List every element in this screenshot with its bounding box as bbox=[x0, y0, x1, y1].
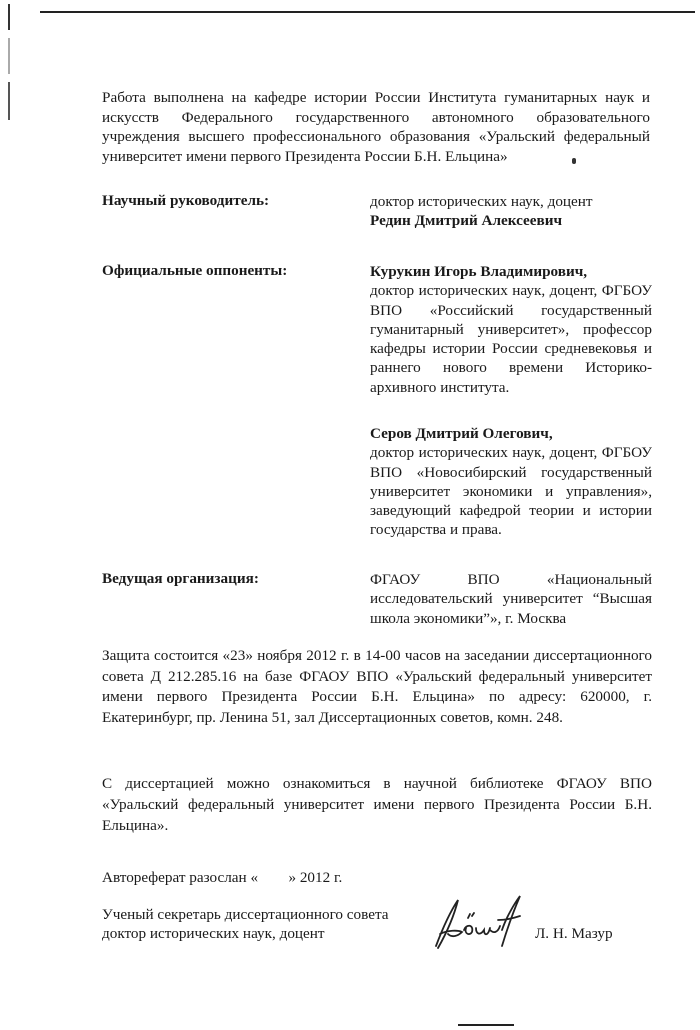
opponent-1: Курукин Игорь Владимирович, доктор исторических наук, доцент, ФГБОУ ВПО «Российский государственный гуманитарный университет», профессор кафедры истории России средневековья и раннего нового времени Историко-архивного института. bbox=[370, 263, 652, 396]
secretary-name: Л. Н. Мазур bbox=[535, 925, 613, 942]
sent-line: Автореферат разослан « » 2012 г. bbox=[102, 869, 343, 886]
margin-mark bbox=[8, 4, 10, 30]
library-paragraph: С диссертацией можно ознакомиться в научной библиотеке ФГАОУ ВПО «Уральский федеральный университет имени первого Президента России Б.Н. Ельцина». bbox=[102, 775, 652, 834]
opponents-label: Официальные оппоненты: bbox=[102, 262, 288, 279]
opponent-2-details: доктор исторических наук, доцент, ФГБОУ ВПО «Новосибирский государственный университет экономики и управления», заведующий кафедрой теории и истории государства и права. bbox=[370, 444, 652, 539]
defense-paragraph: Защита состоится «23» ноября 2012 г. в 14-00 часов на заседании диссертационного совета Д 212.285.16 на базе ФГАОУ ВПО «Уральский федеральный университет имени первого Президента России Б.Н. Ельцина» по адресу: 620000, г. Екатеринбург, пр. Ленина 51, зал Диссертационных советов, комн. 248. bbox=[102, 647, 652, 726]
opponent-2: Серов Дмитрий Олегович, доктор исторических наук, доцент, ФГБОУ ВПО «Новосибирский государственный университет экономики и управления», заведующий кафедрой теории и истории государства и права. bbox=[370, 425, 652, 539]
supervisor-label: Научный руководитель: bbox=[102, 192, 270, 209]
speck bbox=[572, 158, 576, 164]
supervisor-degree: доктор исторических наук, доцент bbox=[370, 193, 593, 210]
opponent-1-name: Курукин Игорь Владимирович bbox=[370, 263, 584, 280]
margin-mark bbox=[8, 38, 10, 74]
opponent-1-details: доктор исторических наук, доцент, ФГБОУ ВПО «Российский государственный гуманитарный университет», профессор кафедры истории России средневековья и раннего нового времени Историко-архивного института. bbox=[370, 282, 652, 396]
secretary-title-1: Ученый секретарь диссертационного совета bbox=[102, 906, 389, 923]
intro-paragraph: Работа выполнена на кафедре истории России Института гуманитарных наук и искусств Федерального государственного автономного образовательного учреждения высшего профессионального образования «Уральский федеральный университет имени первого Президента России Б.Н. Ельцина» bbox=[102, 89, 650, 165]
supervisor-info bbox=[370, 192, 652, 231]
secretary-title-2: доктор исторических наук, доцент bbox=[102, 925, 325, 942]
signature bbox=[428, 890, 524, 952]
bottom-mark bbox=[458, 1024, 514, 1026]
opponent-2-name: Серов Дмитрий Олегович bbox=[370, 425, 549, 442]
supervisor-name: Редин Дмитрий Алексеевич bbox=[370, 212, 563, 230]
margin-mark bbox=[8, 82, 10, 120]
lead-org-label: Ведущая организация: bbox=[102, 570, 259, 587]
lead-org-text: ФГАОУ ВПО «Национальный исследовательский университет “Высшая школа экономики”», г. Москва bbox=[370, 571, 652, 627]
top-rule bbox=[40, 11, 695, 13]
